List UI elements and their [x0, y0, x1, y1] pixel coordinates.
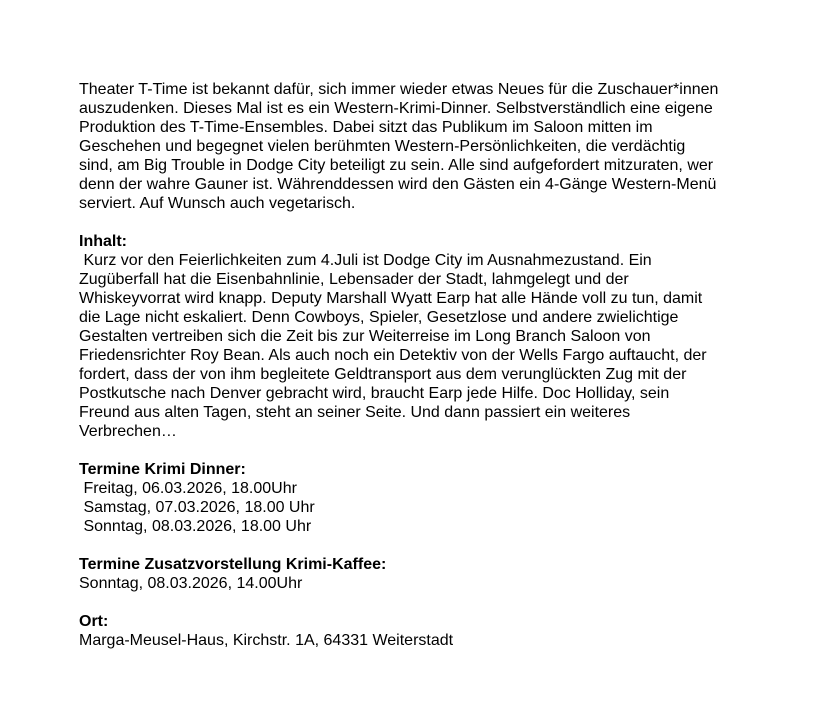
termine-kaffee-heading: Termine Zusatzvorstellung Krimi-Kaffee: — [79, 556, 387, 573]
inhalt-line: Verbrechen… — [79, 423, 177, 440]
termine-kaffee-date: Sonntag, 08.03.2026, 14.00Uhr — [79, 575, 303, 592]
document-body — [79, 80, 759, 669]
ort-section — [79, 612, 759, 650]
inhalt-line: die Lage nicht eskaliert. Denn Cowboys, Spieler, Gesetzlose und andere zwielichtige — [79, 309, 679, 326]
intro-line: Produktion des T-Time-Ensembles. Dabei sitzt das Publikum im Saloon mitten im — [79, 119, 653, 136]
inhalt-line: Postkutsche nach Denver gebracht wird, braucht Earp jede Hilfe. Doc Holliday, sein — [79, 385, 670, 402]
inhalt-line: Friedensrichter Roy Bean. Als auch noch ein Detektiv von der Wells Fargo auftaucht, der — [79, 347, 707, 364]
inhalt-heading: Inhalt: — [79, 233, 127, 250]
intro-paragraph — [79, 80, 759, 213]
intro-line: auszudenken. Dieses Mal ist es ein Western-Krimi-Dinner. Selbstverständlich eine eigene — [79, 100, 713, 117]
intro-line: Theater T-Time ist bekannt dafür, sich immer wieder etwas Neues für die Zuschauer*innen — [79, 81, 719, 98]
termine-dinner-section — [79, 460, 759, 536]
inhalt-line: fordert, dass der von ihm begleitete Geldtransport aus dem verunglückten Zug mit der — [79, 366, 687, 383]
inhalt-line: Zugüberfall hat die Eisenbahnlinie, Lebensader der Stadt, lahmgelegt und der — [79, 271, 629, 288]
intro-line: serviert. Auf Wunsch auch vegetarisch. — [79, 195, 356, 212]
intro-line: Geschehen und begegnet vielen berühmten Western-Persönlichkeiten, die verdächtig — [79, 138, 686, 155]
intro-line: denn der wahre Gauner ist. Währenddessen wird den Gästen ein 4-Gänge Western-Menü — [79, 176, 717, 193]
inhalt-line: Kurz vor den Feierlichkeiten zum 4.Juli ist Dodge City im Ausnahmezustand. Ein — [79, 252, 652, 269]
ort-heading: Ort: — [79, 613, 109, 630]
termine-dinner-heading: Termine Krimi Dinner: — [79, 461, 246, 478]
termine-kaffee-section — [79, 555, 759, 593]
termine-dinner-date: Sonntag, 08.03.2026, 18.00 Uhr — [79, 518, 312, 535]
ort-address: Marga-Meusel-Haus, Kirchstr. 1A, 64331 Weiterstadt — [79, 632, 454, 649]
intro-line: sind, am Big Trouble in Dodge City beteiligt zu sein. Alle sind aufgefordert mitzuraten, wer — [79, 157, 714, 174]
inhalt-line: Whiskeyvorrat wird knapp. Deputy Marshall Wyatt Earp hat alle Hände voll zu tun, damit — [79, 290, 703, 307]
inhalt-line: Gestalten vertreiben sich die Zeit bis zur Weiterreise im Long Branch Saloon von — [79, 328, 651, 345]
termine-dinner-date: Freitag, 06.03.2026, 18.00Uhr — [79, 480, 297, 497]
inhalt-section — [79, 232, 759, 441]
inhalt-line: Freund aus alten Tagen, steht an seiner Seite. Und dann passiert ein weiteres — [79, 404, 631, 421]
termine-dinner-date: Samstag, 07.03.2026, 18.00 Uhr — [79, 499, 315, 516]
